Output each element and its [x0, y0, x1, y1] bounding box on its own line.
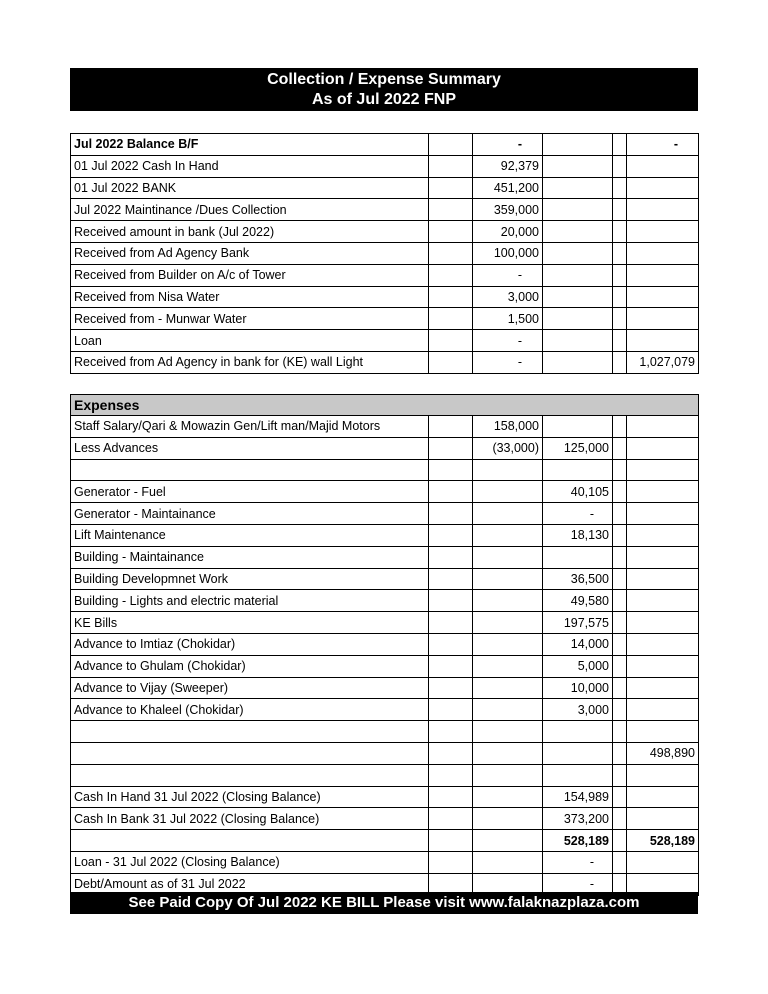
table-row: [71, 612, 699, 634]
table-row: [71, 134, 699, 156]
amount-cell: -: [473, 351, 543, 373]
total-cell: [627, 786, 699, 808]
row-label: Building - Lights and electric material: [71, 590, 429, 612]
spacer-cell: [429, 568, 473, 590]
spacer-cell: [429, 221, 473, 243]
amount-cell: [473, 808, 543, 830]
row-label: Jul 2022 Balance B/F: [71, 134, 429, 156]
table-row: [71, 721, 699, 743]
amount-cell: 20,000: [473, 221, 543, 243]
amount-cell: 92,379: [473, 155, 543, 177]
amount-cell: [473, 524, 543, 546]
total-cell: [627, 546, 699, 568]
row-label: 01 Jul 2022 Cash In Hand: [71, 155, 429, 177]
total-cell: [627, 330, 699, 352]
total-cell: [627, 764, 699, 786]
total-cell: [627, 221, 699, 243]
row-label: Received from Builder on A/c of Tower: [71, 264, 429, 286]
amount-cell: [473, 546, 543, 568]
table-row: [71, 264, 699, 286]
amount-cell: [473, 721, 543, 743]
row-label: [71, 459, 429, 481]
spacer-cell: [429, 786, 473, 808]
row-label: Staff Salary/Qari & Mowazin Gen/Lift man/Majid Motors: [71, 416, 429, 438]
total-cell: [627, 199, 699, 221]
spacer-cell: [613, 612, 627, 634]
spacer-cell: [613, 503, 627, 525]
total-cell: [627, 568, 699, 590]
spacer-cell: [429, 330, 473, 352]
table-row: [71, 242, 699, 264]
spacer-cell: [613, 264, 627, 286]
subtotal-cell: [543, 764, 613, 786]
amount-cell: [473, 503, 543, 525]
spacer-cell: [613, 155, 627, 177]
subtotal-cell: 197,575: [543, 612, 613, 634]
total-cell: [627, 851, 699, 873]
report-subtitle: As of Jul 2022 FNP: [311, 91, 457, 108]
spacer-cell: [429, 459, 473, 481]
spacer-cell: [613, 481, 627, 503]
row-label: Loan: [71, 330, 429, 352]
total-cell: [627, 503, 699, 525]
subtotal-cell: [543, 459, 613, 481]
table-row: [71, 330, 699, 352]
spacer-cell: [613, 330, 627, 352]
row-label: Received amount in bank (Jul 2022): [71, 221, 429, 243]
subtotal-cell: 3,000: [543, 699, 613, 721]
table-row: [71, 699, 699, 721]
amount-cell: [473, 481, 543, 503]
table-row: [71, 830, 699, 852]
table-row: [71, 308, 699, 330]
spacer-cell: [429, 286, 473, 308]
subtotal-cell: [543, 242, 613, 264]
subtotal-cell: [543, 134, 613, 156]
total-cell: -: [627, 134, 699, 156]
row-label: Less Advances: [71, 437, 429, 459]
subtotal-cell: 14,000: [543, 633, 613, 655]
subtotal-cell: 125,000: [543, 437, 613, 459]
expenses-title: Expenses: [71, 395, 429, 416]
table-row: [71, 742, 699, 764]
total-cell: [627, 264, 699, 286]
table-row: [71, 786, 699, 808]
spacer-cell: [613, 524, 627, 546]
spacer-cell: [429, 699, 473, 721]
spacer-cell: [613, 830, 627, 852]
spacer-cell: [613, 677, 627, 699]
spacer-cell: [429, 524, 473, 546]
spacer-cell: [429, 677, 473, 699]
table-row: [71, 286, 699, 308]
subtotal-cell: [543, 221, 613, 243]
table-row: [71, 590, 699, 612]
total-cell: [627, 721, 699, 743]
report-header: [70, 68, 698, 111]
subtotal-cell: -: [543, 503, 613, 525]
spacer-cell: [613, 134, 627, 156]
spacer-cell: [429, 481, 473, 503]
expenses-header-row: [71, 395, 699, 416]
table-row: [71, 655, 699, 677]
amount-cell: [473, 699, 543, 721]
subtotal-cell: 18,130: [543, 524, 613, 546]
row-label: Cash In Hand 31 Jul 2022 (Closing Balance): [71, 786, 429, 808]
spacer-cell: [613, 655, 627, 677]
subtotal-cell: 40,105: [543, 481, 613, 503]
table-row: [71, 633, 699, 655]
amount-cell: -: [473, 264, 543, 286]
row-label: Jul 2022 Maintinance /Dues Collection: [71, 199, 429, 221]
spacer-cell: [613, 546, 627, 568]
table-row: [71, 851, 699, 873]
row-label: [71, 830, 429, 852]
table-row: [71, 481, 699, 503]
total-cell: [627, 590, 699, 612]
subtotal-cell: [543, 177, 613, 199]
subtotal-cell: [543, 330, 613, 352]
spacer-cell: [613, 721, 627, 743]
spacer-cell: [613, 416, 627, 438]
total-cell: [627, 612, 699, 634]
subtotal-cell: [543, 351, 613, 373]
row-label: [71, 764, 429, 786]
spacer-cell: [613, 786, 627, 808]
subtotal-cell: [543, 721, 613, 743]
spacer-cell: [429, 546, 473, 568]
total-cell: [627, 416, 699, 438]
spacer-cell: [429, 437, 473, 459]
amount-cell: [473, 677, 543, 699]
subtotal-cell: 36,500: [543, 568, 613, 590]
total-cell: [627, 633, 699, 655]
spacer-cell: [429, 764, 473, 786]
spacer-cell: [613, 590, 627, 612]
spacer-cell: [429, 264, 473, 286]
spacer-cell: [429, 351, 473, 373]
row-label: [71, 742, 429, 764]
table-row: [71, 155, 699, 177]
table-row: [71, 221, 699, 243]
expenses-table: [70, 394, 699, 896]
subtotal-cell: -: [543, 851, 613, 873]
spacer-cell: [429, 655, 473, 677]
amount-cell: 100,000: [473, 242, 543, 264]
spacer-cell: [613, 351, 627, 373]
total-cell: 498,890: [627, 742, 699, 764]
total-cell: [627, 437, 699, 459]
spacer-cell: [429, 503, 473, 525]
spacer-cell: [429, 830, 473, 852]
amount-cell: (33,000): [473, 437, 543, 459]
row-label: [71, 721, 429, 743]
subtotal-cell: [543, 155, 613, 177]
table-row: [71, 437, 699, 459]
row-label: 01 Jul 2022 BANK: [71, 177, 429, 199]
total-cell: [627, 808, 699, 830]
row-label: Received from Ad Agency in bank for (KE) wall Light: [71, 351, 429, 373]
row-label: Received from Nisa Water: [71, 286, 429, 308]
spacer-cell: [613, 308, 627, 330]
report-title: Collection / Expense Summary: [267, 71, 501, 88]
subtotal-cell: [543, 742, 613, 764]
collections-table: [70, 133, 699, 374]
row-label: Advance to Imtiaz (Chokidar): [71, 633, 429, 655]
subtotal-cell: [543, 264, 613, 286]
spacer-cell: [613, 808, 627, 830]
spacer-cell: [613, 242, 627, 264]
table-row: [71, 199, 699, 221]
total-cell: [627, 286, 699, 308]
subtotal-cell: [543, 199, 613, 221]
amount-cell: -: [473, 330, 543, 352]
total-cell: [627, 177, 699, 199]
row-label: Debt/Amount as of 31 Jul 2022: [71, 873, 429, 895]
spacer-cell: [613, 286, 627, 308]
row-label: Building - Maintainance: [71, 546, 429, 568]
total-cell: 528,189: [627, 830, 699, 852]
spacer-cell: [429, 155, 473, 177]
spacer-cell: [429, 742, 473, 764]
amount-cell: [473, 851, 543, 873]
total-cell: [627, 481, 699, 503]
amount-cell: [473, 612, 543, 634]
subtotal-cell: 528,189: [543, 830, 613, 852]
table-row: [71, 459, 699, 481]
subtotal-cell: 5,000: [543, 655, 613, 677]
spacer-cell: [429, 134, 473, 156]
total-cell: [627, 524, 699, 546]
spacer-cell: [613, 699, 627, 721]
spacer-cell: [613, 221, 627, 243]
total-cell: [627, 655, 699, 677]
spacer-cell: [429, 721, 473, 743]
total-cell: [627, 677, 699, 699]
row-label: Cash In Bank 31 Jul 2022 (Closing Balance): [71, 808, 429, 830]
amount-cell: 451,200: [473, 177, 543, 199]
subtotal-cell: [543, 308, 613, 330]
amount-cell: 1,500: [473, 308, 543, 330]
amount-cell: 158,000: [473, 416, 543, 438]
subtotal-cell: [543, 416, 613, 438]
amount-cell: -: [473, 134, 543, 156]
subtotal-cell: -: [543, 873, 613, 895]
spacer-cell: [613, 177, 627, 199]
spacer-cell: [429, 808, 473, 830]
table-row: [71, 568, 699, 590]
subtotal-cell: [543, 286, 613, 308]
amount-cell: [473, 830, 543, 852]
row-label: Generator - Maintainance: [71, 503, 429, 525]
spacer-cell: [429, 590, 473, 612]
table-row: [71, 808, 699, 830]
table-row: [71, 416, 699, 438]
row-label: Advance to Vijay (Sweeper): [71, 677, 429, 699]
spacer-cell: [429, 633, 473, 655]
spacer-cell: [429, 612, 473, 634]
table-row: [71, 351, 699, 373]
table-row: [71, 677, 699, 699]
spacer-cell: [613, 764, 627, 786]
subtotal-cell: 49,580: [543, 590, 613, 612]
spacer-cell: [429, 177, 473, 199]
total-cell: [627, 459, 699, 481]
footer-note: See Paid Copy Of Jul 2022 KE BILL Please visit www.falaknazplaza.com: [70, 892, 698, 914]
subtotal-cell: 10,000: [543, 677, 613, 699]
row-label: Building Developmnet Work: [71, 568, 429, 590]
spacer-cell: [613, 568, 627, 590]
spacer-cell: [613, 199, 627, 221]
total-cell: [627, 155, 699, 177]
amount-cell: [473, 742, 543, 764]
row-label: Advance to Khaleel (Chokidar): [71, 699, 429, 721]
subtotal-cell: 373,200: [543, 808, 613, 830]
row-label: KE Bills: [71, 612, 429, 634]
row-label: Received from - Munwar Water: [71, 308, 429, 330]
spacer-cell: [429, 851, 473, 873]
amount-cell: [473, 655, 543, 677]
total-cell: [627, 308, 699, 330]
spacer-cell: [429, 308, 473, 330]
spacer-cell: [613, 633, 627, 655]
total-cell: [627, 699, 699, 721]
subtotal-cell: [543, 546, 613, 568]
spacer-cell: [613, 851, 627, 873]
spacer-cell: [429, 416, 473, 438]
table-row: [71, 524, 699, 546]
table-row: [71, 503, 699, 525]
total-cell: [627, 242, 699, 264]
table-row: [71, 177, 699, 199]
spacer-cell: [613, 742, 627, 764]
amount-cell: [473, 764, 543, 786]
spacer-cell: [613, 459, 627, 481]
subtotal-cell: 154,989: [543, 786, 613, 808]
amount-cell: [473, 633, 543, 655]
amount-cell: [473, 459, 543, 481]
row-label: Advance to Ghulam (Chokidar): [71, 655, 429, 677]
row-label: Generator - Fuel: [71, 481, 429, 503]
row-label: Lift Maintenance: [71, 524, 429, 546]
amount-cell: [473, 590, 543, 612]
row-label: Loan - 31 Jul 2022 (Closing Balance): [71, 851, 429, 873]
spacer-cell: [613, 437, 627, 459]
spacer-cell: [429, 242, 473, 264]
amount-cell: [473, 786, 543, 808]
amount-cell: 3,000: [473, 286, 543, 308]
amount-cell: [473, 568, 543, 590]
spacer-cell: [429, 199, 473, 221]
table-row: [71, 764, 699, 786]
row-label: Received from Ad Agency Bank: [71, 242, 429, 264]
table-row: [71, 546, 699, 568]
amount-cell: 359,000: [473, 199, 543, 221]
total-cell: 1,027,079: [627, 351, 699, 373]
